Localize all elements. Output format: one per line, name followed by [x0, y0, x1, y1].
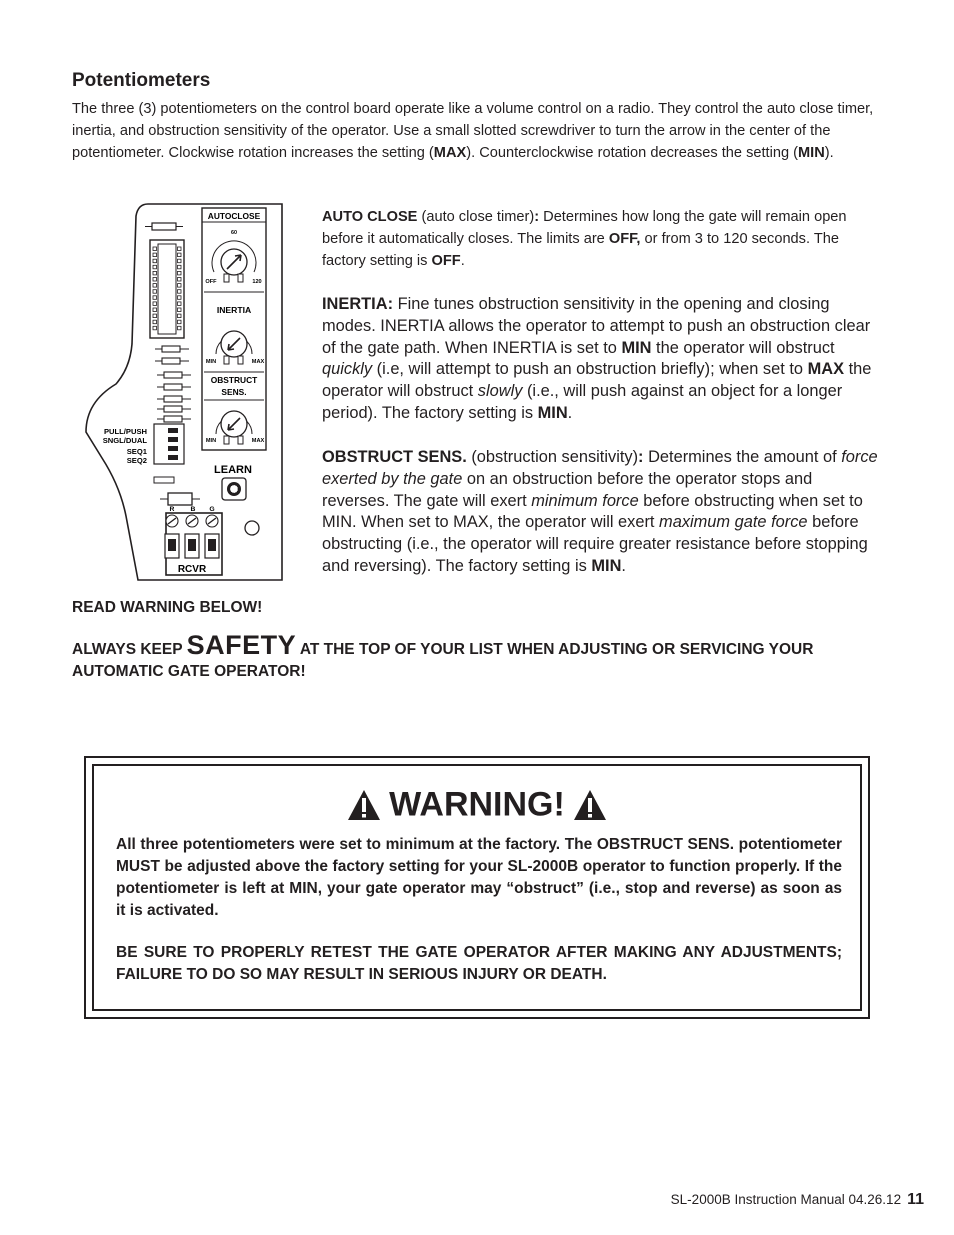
ic-pin: [178, 302, 182, 306]
autoclose-description: AUTO CLOSE (auto close timer): Determines how long the gate will remain open before it automatically closes. The limits are OFF, or from 3 to 120 seconds. The factory setting is OFF.: [322, 209, 847, 269]
dip-switch-toggle: [168, 446, 178, 451]
pot-60-label: 60: [231, 230, 237, 236]
terminal-contact: [188, 539, 196, 551]
ic-pin: [178, 271, 182, 275]
resistor: [164, 406, 182, 412]
ic-pin: [178, 278, 182, 282]
warning-title: WARNING!: [389, 785, 565, 824]
inertia-description: INERTIA: Fine tunes obstruction sensitivity in the opening and closing modes. INERTIA allows the operator to attempt to push an obstruction clear of the gate path. When INERTIA is set to MIN the operator will obstruct quickly (i.e, will attempt to push an obstruction briefly); when set to MAX the operator will obstruct slowly (i.e., will push against an object for a longer period). The factory setting is MIN.: [322, 295, 872, 422]
warning-heading: [94, 784, 860, 825]
terminal-g-label: G: [209, 506, 215, 513]
warning-paragraph-1: All three potentiometers were set to minimum at the factory. The OBSTRUCT SENS. potentiometer MUST be adjusted above the factory setting for your SL-2000B operator to function properly. If the potentiometer is left at MIN, your gate operator may “obstruct” (i.e., stop and reverse) as soon as it is activated.: [116, 836, 842, 919]
ic-pin: [178, 314, 182, 318]
learn-label: LEARN: [214, 464, 252, 476]
autoclose-label: AUTOCLOSE: [207, 211, 261, 221]
dip-switch-toggle: [168, 428, 178, 433]
ic-pin: [153, 314, 157, 318]
ic-pin: [153, 278, 157, 282]
resistor: [162, 346, 180, 352]
resistor: [164, 416, 182, 422]
obstruct-label-line1: OBSTRUCT: [210, 375, 258, 385]
resistor: [164, 396, 182, 402]
obstruct-min-label: MIN: [205, 438, 217, 444]
resistor: [162, 358, 180, 364]
manual-name: SL-2000B Instruction Manual 04.26.12: [670, 1192, 902, 1207]
ic-pin: [153, 296, 157, 300]
ic-pin: [153, 259, 157, 263]
ic-pin: [153, 320, 157, 324]
seq1-label: SEQ1: [126, 447, 147, 456]
warning-paragraph-2: BE SURE TO PROPERLY RETEST THE GATE OPERATOR AFTER MAKING ANY ADJUSTMENTS; FAILURE TO DO SO MAY RESULT IN SERIOUS INJURY OR DEATH.: [116, 944, 842, 983]
obstruct-label-line2: SENS.: [221, 387, 247, 397]
ic-pin: [178, 284, 182, 288]
ic-pin: [178, 326, 182, 330]
warning-triangle-icon: [573, 789, 607, 821]
ic-pin: [178, 247, 182, 251]
pullpush-label: PULL/PUSH: [103, 427, 147, 436]
ic-pin: [178, 253, 182, 257]
ic-pin: [178, 296, 182, 300]
terminal-contact: [208, 539, 216, 551]
dip-switch-toggle: [168, 437, 178, 442]
ic-pin: [153, 271, 157, 275]
ic-pin: [178, 290, 182, 294]
rcvr-label: RCVR: [177, 564, 207, 575]
terminal-b-label: B: [190, 506, 196, 513]
warning-box: [84, 756, 870, 1019]
sngldual-label: SNGL/DUAL: [102, 436, 147, 445]
pot-off-label: OFF: [205, 279, 217, 285]
safety-statement: ALWAYS KEEP SAFETY AT THE TOP OF YOUR LIST WHEN ADJUSTING OR SERVICING YOUR AUTOMATIC GATE OPERATOR!: [72, 630, 814, 680]
inertia-max-label: MAX: [251, 359, 265, 365]
ic-pin: [178, 308, 182, 312]
ic-pin: [178, 265, 182, 269]
inertia-min-label: MIN: [205, 359, 217, 365]
warning-triangle-icon: [347, 789, 381, 821]
ic-pin: [178, 259, 182, 263]
page-number: 11: [907, 1191, 924, 1208]
terminal-r-label: R: [169, 506, 175, 513]
pot-120-label: 120: [252, 279, 262, 285]
ic-pin: [153, 247, 157, 251]
ic-pin: [153, 326, 157, 330]
ic-pin: [178, 320, 182, 324]
inertia-label: INERTIA: [216, 305, 252, 315]
led: [245, 521, 259, 535]
control-board-diagram: [72, 196, 284, 584]
terminal-contact: [168, 539, 176, 551]
ic-pin: [153, 308, 157, 312]
dip-switch-toggle: [168, 455, 178, 460]
intro-paragraph: The three (3) potentiometers on the control board operate like a volume control on a radio. They control the auto close timer, inertia, and obstruction sensitivity of the operator. Use a small slotted screwdriver to turn the arrow in the center of the potentiometer. Clockwise rotation increases the setting (MAX). Counterclockwise rotation decreases the setting (MIN).: [72, 101, 874, 161]
obstruct-max-label: MAX: [251, 438, 265, 444]
ic-pin: [153, 302, 157, 306]
resistor: [164, 384, 182, 390]
read-warning-heading: READ WARNING BELOW!: [72, 599, 263, 616]
ic-pin: [153, 253, 157, 257]
seq2-label: SEQ2: [126, 456, 147, 465]
section-title: Potentiometers: [72, 70, 211, 91]
ic-pin: [153, 290, 157, 294]
ic-pin: [153, 284, 157, 288]
page-footer: [671, 1191, 924, 1209]
ic-pin: [153, 265, 157, 269]
obstruct-description: OBSTRUCT SENS. (obstruction sensitivity): Determines the amount of force exerted by the gate on an obstruction before the operator stops and reverses. The gate will exert minimum force before obstructing when set to MIN. When set to MAX, the operator will exert maximum gate force before obstructing (i.e., the operator will require greater resistance before stopping and reversing). The factory setting is MIN.: [322, 448, 878, 575]
resistor: [164, 372, 182, 378]
